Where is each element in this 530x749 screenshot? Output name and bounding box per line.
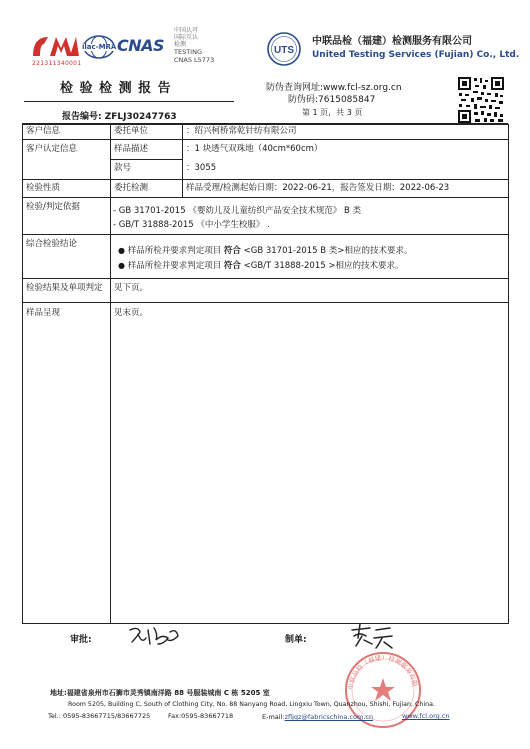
nature-value: 委托检测 (114, 183, 149, 193)
appearance-value: 见末页。 (114, 308, 149, 318)
cert-lines: 中国认可 国际互认 检测 TESTING CNAS L5773 (174, 27, 215, 64)
conclusion-label: 综合检验结论 (26, 239, 78, 249)
bullet-icon: ● (118, 261, 125, 270)
client-info-label: 客户信息 (26, 126, 61, 136)
email: E-mail:zfljqz@fabricschina.com.cn (262, 713, 374, 721)
report-number (62, 109, 177, 122)
qr-code (457, 76, 505, 124)
website-link[interactable]: www.fcl.org.cn (402, 712, 450, 720)
cnas-logo: CNAS (117, 36, 165, 55)
appearance-label: 样品呈现 (26, 308, 61, 318)
prepare-signature (348, 622, 396, 650)
approve-label: 审批: (70, 635, 92, 645)
cma-number: 221311340001 (32, 60, 82, 67)
cma-logo (30, 34, 80, 58)
sample-desc-label: 样品描述 (114, 144, 149, 154)
address-cn: 地址:福建省泉州市石狮市灵秀镇南洋路 88 号服装城南 C 栋 5205 室 (50, 689, 270, 697)
style-label: 款号 (114, 163, 132, 173)
email-link[interactable]: zfljqz@fabricschina.com.cn (284, 713, 374, 721)
title-underline (24, 101, 234, 102)
client-label: 委托单位 (114, 126, 149, 136)
dates-value: 样品受理/检测起始日期：2022-06-21，报告签发日期：2022-06-23 (186, 183, 450, 193)
phone: Tel.: 0595-83667715/83667725 (48, 712, 151, 720)
client-value: ：绍兴柯桥常乾针纺有限公司 (186, 126, 297, 136)
basis-item: - GB/T 31888-2015 《中小学生校服》 . (113, 220, 270, 230)
security-code: 防伪码:7615085847 (288, 95, 376, 105)
svg-text:UTS: UTS (274, 45, 294, 56)
address-en: Room 5205, Building C, South of Clothing City, No. 88 Nanyang Road, Lingxiu Town, Quanzhou, Shishi, Fujian, China. (68, 701, 436, 708)
page-info: 第 1 页，共 3 页 (302, 108, 363, 117)
stamp-text: 中联品检（福建）检测服务有限 (346, 653, 419, 691)
bullet-icon: ● (118, 246, 125, 255)
style-value: ：3055 (186, 163, 217, 173)
report-title: 检 验 检 测 报 告 (60, 81, 172, 96)
confirm-label: 客户认定信息 (26, 144, 78, 154)
conclusion-item: ● 样品所检并要求判定项目 符合 <GB 31701-2015 B 类>相应的技术要求。 (118, 246, 413, 256)
query-url: 防伪查询网址:www.fcl-sz.org.cn (266, 83, 402, 93)
nature-label: 检验性质 (26, 183, 61, 193)
results-value: 见下页。 (114, 283, 149, 293)
company-name-cn: 中联品检（福建）检测服务有限公司 (312, 36, 472, 47)
uts-logo (266, 31, 302, 67)
conclusion-item: ● 样品所检并要求判定项目 符合 <GB/T 31888-2015 >相应的技术要求。 (118, 261, 404, 271)
sample-desc-value: ：1 块透气双珠地（40cm*60cm） (186, 144, 323, 154)
company-name-en: United Testing Services (Fujian) Co., Ltd. (312, 50, 520, 60)
results-label: 检验结果及单项判定 (26, 283, 103, 293)
basis-item: - GB 31701-2015 《婴幼儿及儿童纺织产品安全技术规范》 B 类 (113, 206, 362, 216)
ilac-mra-text: ilac-MRA (82, 43, 117, 51)
report-number-label: 报告编号: (62, 112, 102, 122)
fax: Fax:0595-83667718 (168, 712, 234, 720)
approve-signature (128, 624, 184, 648)
prepare-label: 制单: (285, 635, 307, 645)
basis-label: 检验/判定依据 (26, 202, 80, 212)
report-number-value: ZFLJ30247763 (104, 112, 177, 122)
